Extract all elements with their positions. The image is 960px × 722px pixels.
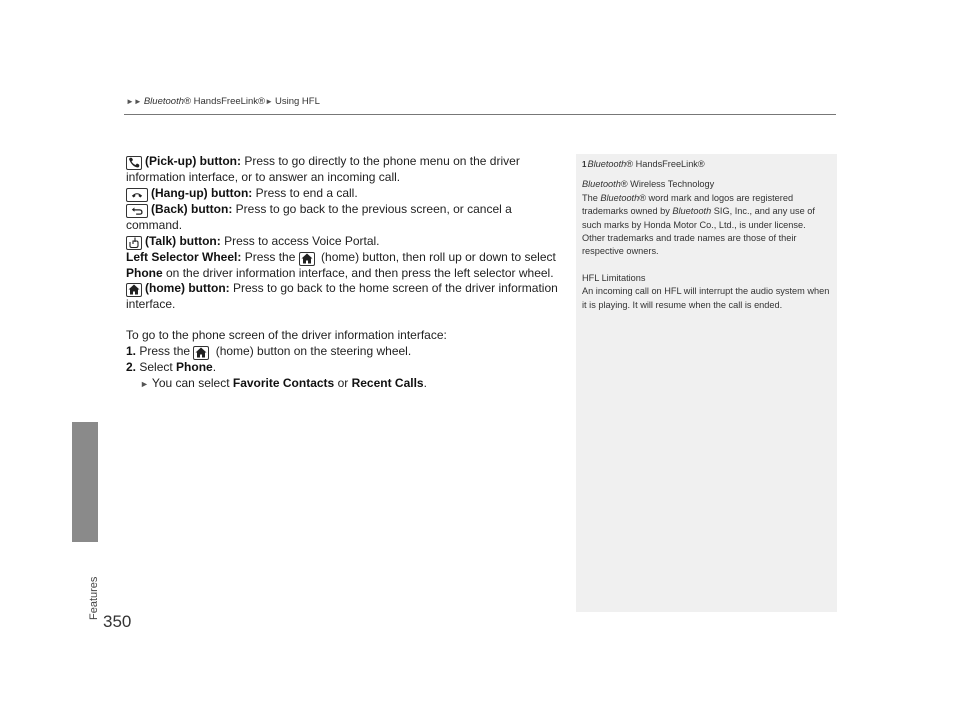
header-rule: [124, 114, 836, 115]
back-item: (Back) button: Press to go back to the previous screen, or cancel a command.: [126, 201, 512, 232]
home-icon: [126, 283, 142, 297]
sidebar-heading-1: Bluetooth® Wireless Technology: [582, 179, 715, 190]
sidebar-paragraph-2: An incoming call on HFL will interrupt the audio system when it is playing. It will resume when the call is ended.: [582, 286, 830, 310]
talk-voice-icon: [126, 236, 142, 250]
pickup-phone-icon: [126, 156, 142, 170]
pickup-item: (Pick-up) button: Press to go directly to the phone menu on the driver information interface, or to answer an incoming call.: [126, 154, 520, 184]
breadcrumb-bluetooth[interactable]: Bluetooth: [143, 96, 184, 107]
section-label: Features: [88, 576, 100, 620]
breadcrumb: [126, 96, 320, 107]
back-arrow-icon: [126, 204, 148, 218]
arrow-icon: ►: [140, 378, 149, 389]
sidebar-note: [576, 154, 837, 612]
main-content: [126, 154, 566, 393]
hangup-item: (Hang-up) button: Press to end a call.: [126, 186, 566, 202]
page-number: 350: [103, 612, 132, 631]
sidebar-title[interactable]: 1Bluetooth® HandsFreeLink®: [582, 159, 705, 169]
sidebar-heading-2: HFL Limitations: [582, 272, 646, 283]
step-2: 2. Select Phone.: [126, 359, 217, 374]
home-item: (home) button: Press to go back to the home screen of the driver information interface.: [126, 281, 558, 312]
step-1: 1. Press the (home) button on the steering wheel.: [126, 343, 412, 358]
left-selector-item: Left Selector Wheel: Press the (home) button, then roll up or down to select Phone on the driver information interface, and then press the left selector wheel.: [126, 249, 556, 280]
home-icon: [299, 252, 315, 266]
section-tab: [72, 422, 98, 542]
sidebar-paragraph-1: The Bluetooth® word mark and logos are registered trademarks owned by Bluetooth SIG, Inc., and any use of such marks by Honda Motor Co., Ltd., is under license. Other trademarks and trade names are those of their respective owners.: [582, 192, 815, 257]
talk-item: (Talk) button: Press to access Voice Portal.: [126, 234, 566, 250]
hangup-phone-icon: [126, 188, 148, 202]
breadcrumb-arrow-icon: ►: [265, 97, 273, 106]
intro-text: To go to the phone screen of the driver information interface:: [126, 328, 447, 343]
breadcrumb-handsfreelink[interactable]: ® HandsFreeLink®: [184, 96, 266, 107]
home-icon: [193, 346, 209, 360]
breadcrumb-arrow-icon: ►►: [126, 97, 142, 106]
step-2-sub: ► You can select Favorite Contacts or Recent Calls.: [140, 375, 427, 390]
breadcrumb-using-hfl[interactable]: Using HFL: [274, 96, 320, 107]
